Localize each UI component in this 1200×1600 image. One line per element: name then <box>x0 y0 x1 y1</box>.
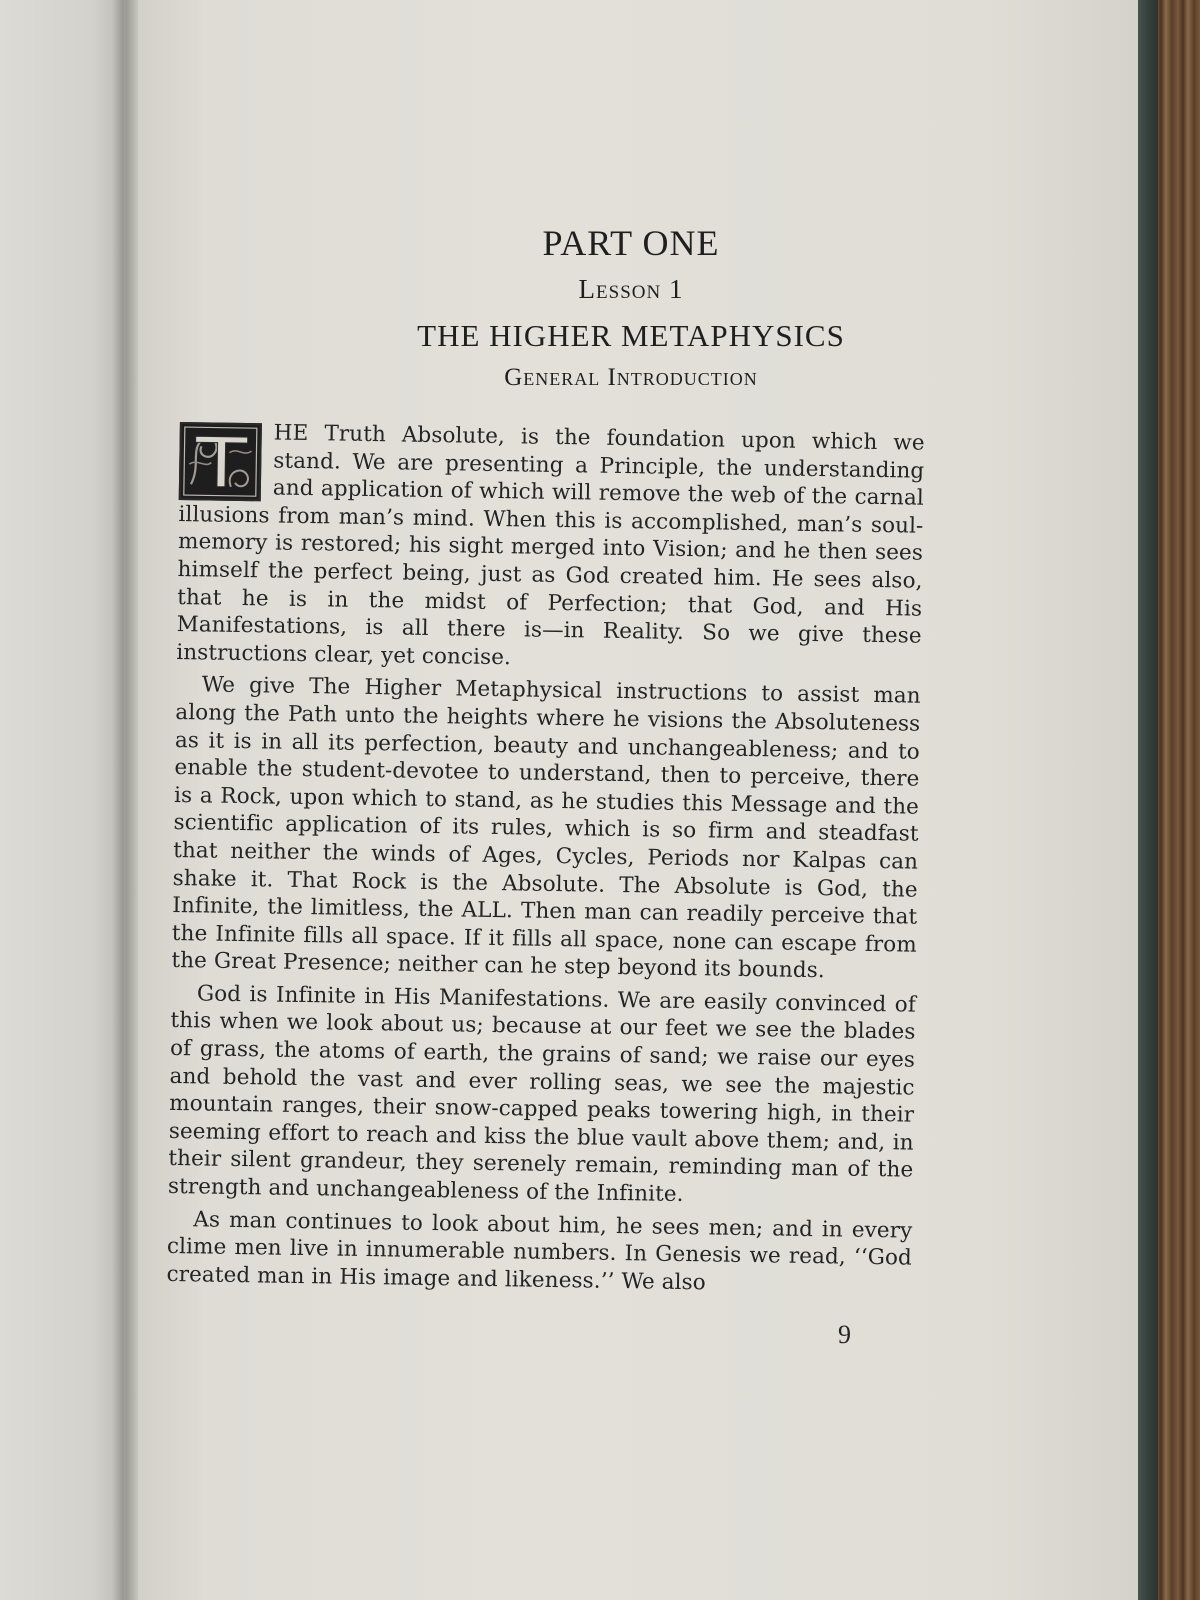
paragraph: As man continues to look about him, he sees men; and in every clime men live in innumerable numbers. In Genesis we read, ‘‘God created man in His image and likeness.’’ We also <box>166 1206 913 1296</box>
book-cover-edge <box>1136 0 1158 1600</box>
paragraph: We give The Higher Metaphysical instructions to assist man along the Path unto the heights where he visions the Absoluteness as it is in all its perfection, beauty and unchangeableness; and to enable the student-devotee to understand, then to perceive, there is a Rock, upon which to stand, as he studies this Message and the scientific application of its rules, which is so firm and steadfast that neither the winds of Ages, Cycles, Periods nor Kalpas can shake it. That Rock is the Absolute. The Absolute is God, the Infinite, the limitless, the ALL. Then man can readily perceive that the Infinite fills all space. If it fills all space, none can escape from the Great Presence; neither can he step beyond its bounds. <box>171 672 921 984</box>
chapter-title: THE HIGHER METAPHYSICS <box>417 318 845 353</box>
body-text <box>166 418 925 1300</box>
facing-page-left <box>0 0 130 1600</box>
paragraph <box>176 418 925 678</box>
book-gutter-shadow <box>112 0 138 1600</box>
ornamental-drop-cap-icon <box>179 422 262 501</box>
lesson-heading: Lesson 1 <box>578 274 684 304</box>
paragraph: God is Infinite in His Manifestations. We are easily convinced of this when we look about us; because at our feet we see the blades of grass, the atoms of earth, the grains of sand; we raise our eyes and behold the vast and ever rolling seas, we see the majestic mountain ranges, their snow-capped peaks towering high, in their seeming effort to reach and kiss the blue vault above them; and, in their silent grandeur, they serenely remain, reminding man of the strength and unchangeableness of the Infinite. <box>167 981 917 1208</box>
paragraph-text: HE Truth Absolute, is the foundation upon which we stand. We are presenting a Principle, the understanding and application of which will remove the web of the carnal illusions from man’s mind. When this is accomplished, man’s soul-memory is restored; his sight merged into Vision; and he then sees himself the perfect being, just as God created him. He sees also, that he is in the midst of Perfection; that God, and His Manifestations, is all there is—in Reality. So we give these instructions clear, yet concise. <box>176 420 925 670</box>
page-number: 9 <box>838 1320 851 1349</box>
part-heading: PART ONE <box>542 223 720 263</box>
book-page <box>124 0 1138 1600</box>
section-heading: General Introduction <box>504 364 758 391</box>
